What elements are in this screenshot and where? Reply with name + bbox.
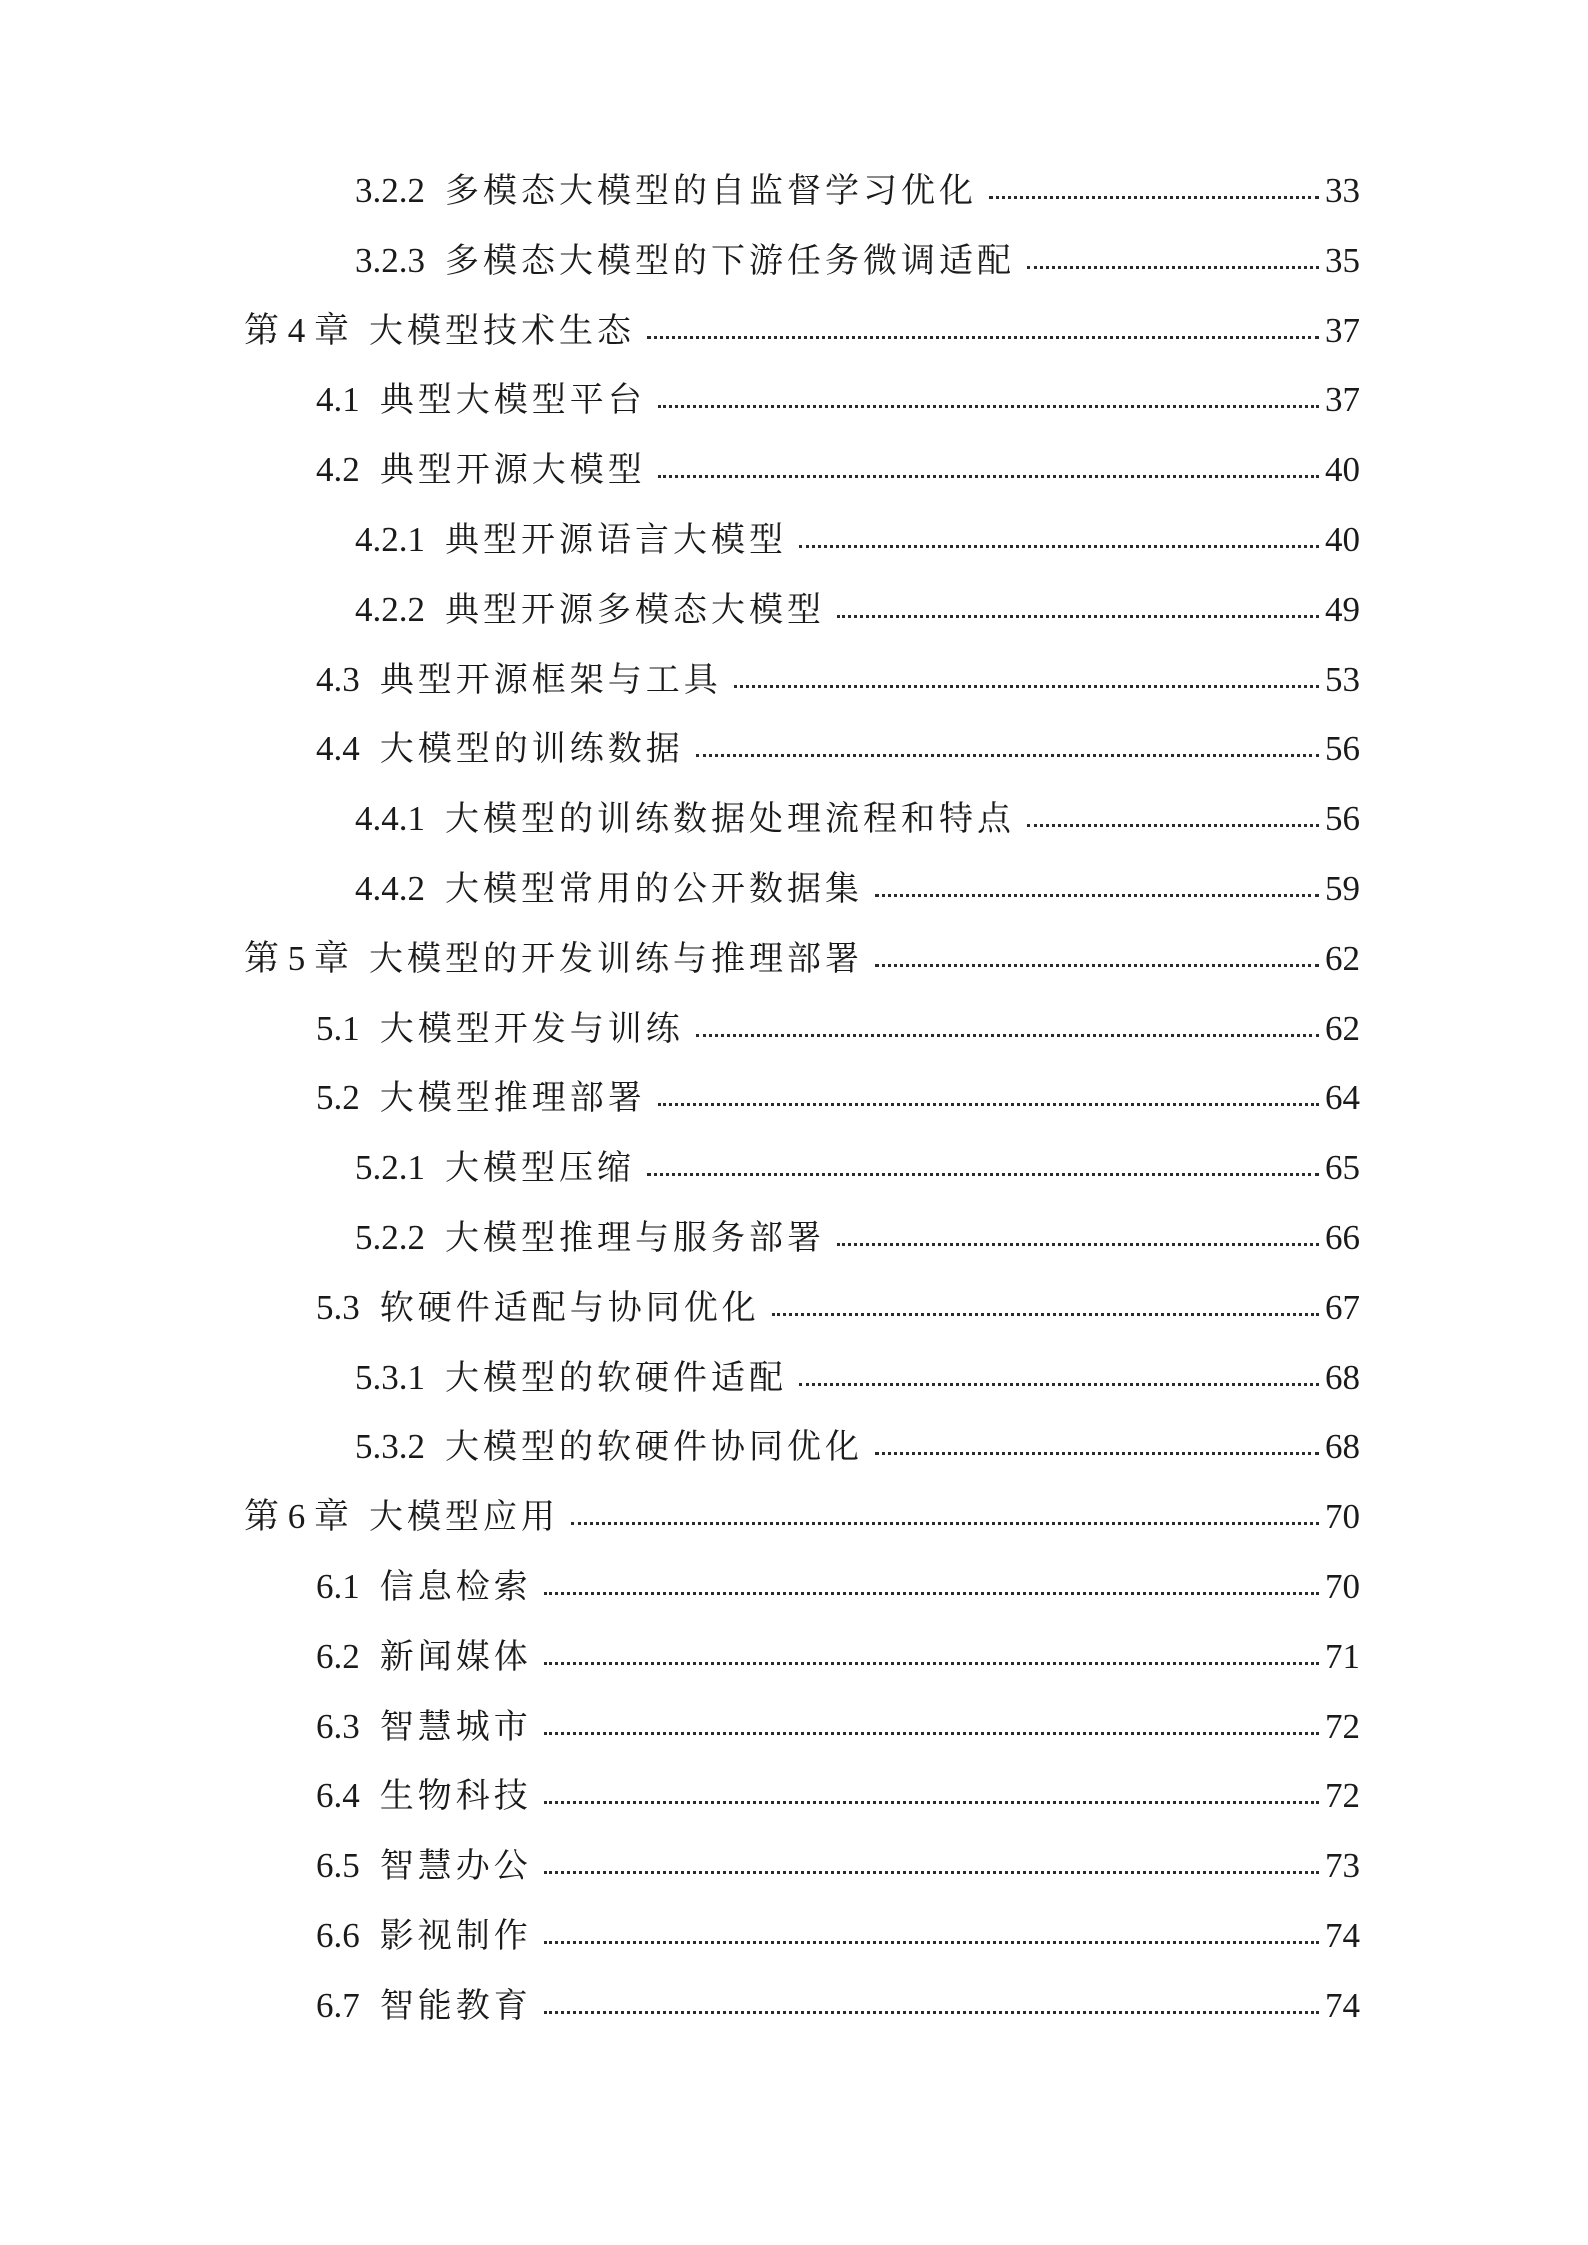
toc-entry-page-number: 70 xyxy=(1325,1567,1360,1606)
toc-entry-number: 6.6 xyxy=(316,1916,360,1955)
toc-entry-title: 典型开源语言大模型 xyxy=(445,520,787,560)
toc-entry-number: 5.3.1 xyxy=(355,1358,425,1397)
toc-section-entry[interactable] xyxy=(355,512,1360,568)
toc-entry-number: 4.2 xyxy=(316,450,360,489)
toc-entry-title: 大模型推理与服务部署 xyxy=(445,1218,825,1258)
toc-entry-number: 第 5 章 xyxy=(244,939,350,978)
toc-entry-number: 4.4.1 xyxy=(355,799,425,838)
dot-leader xyxy=(544,1801,1319,1804)
toc-entry-number: 5.3 xyxy=(316,1288,360,1327)
toc-entry-number: 3.2.3 xyxy=(355,241,425,280)
toc-entry-page-number: 68 xyxy=(1325,1358,1360,1397)
toc-entry-title: 影视制作 xyxy=(379,1916,532,1956)
toc-entry-page-number: 56 xyxy=(1325,799,1360,838)
toc-entry-title: 大模型技术生态 xyxy=(369,311,636,351)
toc-entry-title: 大模型推理部署 xyxy=(379,1078,646,1118)
toc-entry-page-number: 49 xyxy=(1325,590,1360,629)
toc-entry-title: 软硬件适配与协同优化 xyxy=(379,1288,760,1328)
toc-entry-page-number: 72 xyxy=(1325,1707,1360,1746)
dot-leader xyxy=(799,545,1319,548)
toc-section-entry[interactable] xyxy=(316,1001,1360,1057)
toc-entry-title: 大模型的软硬件适配 xyxy=(445,1358,787,1398)
toc-chapter-entry[interactable] xyxy=(244,931,1360,987)
toc-section-entry[interactable] xyxy=(355,582,1360,638)
toc-entry-page-number: 70 xyxy=(1325,1497,1360,1536)
toc-entry-title: 典型开源大模型 xyxy=(379,450,646,490)
toc-entry-title: 多模态大模型的下游任务微调适配 xyxy=(445,241,1015,281)
toc-entry-number: 6.4 xyxy=(316,1776,360,1815)
toc-entry-title: 大模型常用的公开数据集 xyxy=(445,869,863,909)
toc-section-entry[interactable] xyxy=(316,1838,1360,1894)
toc-chapter-entry[interactable] xyxy=(244,1489,1360,1545)
toc-entry-number: 6.2 xyxy=(316,1637,360,1676)
toc-entry-page-number: 35 xyxy=(1325,241,1360,280)
toc-entry-number: 3.2.2 xyxy=(355,171,425,210)
dot-leader xyxy=(1027,266,1319,269)
toc-entry-page-number: 73 xyxy=(1325,1846,1360,1885)
toc-entry-number: 4.2.1 xyxy=(355,520,425,559)
dot-leader xyxy=(544,2011,1319,2014)
dot-leader xyxy=(658,475,1319,478)
toc-entry-page-number: 59 xyxy=(1325,869,1360,908)
toc-section-entry[interactable] xyxy=(316,652,1360,708)
toc-section-entry[interactable] xyxy=(355,1350,1360,1406)
dot-leader xyxy=(1027,824,1319,827)
dot-leader xyxy=(571,1522,1319,1525)
toc-entry-title: 智能教育 xyxy=(379,1986,532,2026)
toc-section-entry[interactable] xyxy=(316,1559,1360,1615)
dot-leader xyxy=(544,1941,1319,1944)
toc-entry-page-number: 62 xyxy=(1325,939,1360,978)
toc-section-entry[interactable] xyxy=(316,721,1360,777)
dot-leader xyxy=(544,1871,1319,1874)
dot-leader xyxy=(875,894,1319,897)
toc-section-entry[interactable] xyxy=(316,1908,1360,1964)
dot-leader xyxy=(875,964,1319,967)
toc-entry-title: 智慧城市 xyxy=(379,1707,532,1747)
toc-section-entry[interactable] xyxy=(316,442,1360,498)
toc-entry-number: 5.2.1 xyxy=(355,1148,425,1187)
dot-leader xyxy=(544,1662,1319,1665)
toc-chapter-entry[interactable] xyxy=(244,303,1360,359)
toc-entry-number: 4.3 xyxy=(316,660,360,699)
toc-section-entry[interactable] xyxy=(316,372,1360,428)
dot-leader xyxy=(989,196,1319,199)
toc-entry-page-number: 37 xyxy=(1325,380,1360,419)
toc-section-entry[interactable] xyxy=(355,233,1360,289)
toc-entry-page-number: 74 xyxy=(1325,1916,1360,1955)
toc-section-entry[interactable] xyxy=(316,1280,1360,1336)
toc-entry-page-number: 56 xyxy=(1325,729,1360,768)
dot-leader xyxy=(734,685,1319,688)
toc-entry-title: 智慧办公 xyxy=(379,1846,532,1886)
dot-leader xyxy=(544,1732,1319,1735)
toc-section-entry[interactable] xyxy=(355,1140,1360,1196)
toc-entry-number: 5.3.2 xyxy=(355,1427,425,1466)
toc-entry-title: 大模型的软硬件协同优化 xyxy=(445,1427,863,1467)
dot-leader xyxy=(658,405,1319,408)
dot-leader xyxy=(837,1243,1319,1246)
toc-entry-title: 生物科技 xyxy=(379,1776,532,1816)
toc-entry-page-number: 65 xyxy=(1325,1148,1360,1187)
toc-entry-title: 典型大模型平台 xyxy=(379,380,646,420)
toc-entry-number: 5.1 xyxy=(316,1009,360,1048)
toc-entry-page-number: 37 xyxy=(1325,311,1360,350)
dot-leader xyxy=(696,1034,1319,1037)
toc-entry-page-number: 66 xyxy=(1325,1218,1360,1257)
toc-entry-title: 大模型的开发训练与推理部署 xyxy=(369,939,864,979)
toc-entry-title: 新闻媒体 xyxy=(379,1637,532,1677)
toc-entry-page-number: 40 xyxy=(1325,520,1360,559)
toc-section-entry[interactable] xyxy=(355,1419,1360,1475)
toc-entry-page-number: 53 xyxy=(1325,660,1360,699)
toc-entry-number: 4.4.2 xyxy=(355,869,425,908)
dot-leader xyxy=(647,1173,1319,1176)
toc-section-entry[interactable] xyxy=(316,1629,1360,1685)
toc-entry-page-number: 71 xyxy=(1325,1637,1360,1676)
toc-entry-number: 5.2 xyxy=(316,1078,360,1117)
toc-entry-title: 大模型的训练数据 xyxy=(379,729,684,769)
dot-leader xyxy=(875,1452,1319,1455)
dot-leader xyxy=(544,1592,1319,1595)
toc-entry-title: 典型开源多模态大模型 xyxy=(445,590,825,630)
dot-leader xyxy=(799,1383,1319,1386)
toc-entry-number: 第 6 章 xyxy=(244,1497,350,1536)
toc-entry-number: 4.1 xyxy=(316,380,360,419)
toc-entry-number: 4.2.2 xyxy=(355,590,425,629)
toc-entry-title: 典型开源框架与工具 xyxy=(379,660,722,700)
dot-leader xyxy=(658,1103,1319,1106)
toc-entry-page-number: 74 xyxy=(1325,1986,1360,2025)
toc-entry-title: 大模型的训练数据处理流程和特点 xyxy=(445,799,1015,839)
toc-entry-title: 大模型应用 xyxy=(369,1497,560,1537)
toc-entry-number: 6.1 xyxy=(316,1567,360,1606)
toc-entry-title: 信息检索 xyxy=(379,1567,532,1607)
toc-entry-page-number: 68 xyxy=(1325,1427,1360,1466)
dot-leader xyxy=(837,615,1319,618)
dot-leader xyxy=(772,1313,1319,1316)
dot-leader xyxy=(696,754,1319,757)
toc-entry-page-number: 62 xyxy=(1325,1009,1360,1048)
toc-entry-number: 6.5 xyxy=(316,1846,360,1885)
toc-entry-page-number: 40 xyxy=(1325,450,1360,489)
toc-entry-title: 大模型压缩 xyxy=(445,1148,635,1188)
toc-entry-number: 6.3 xyxy=(316,1707,360,1746)
toc-section-entry[interactable] xyxy=(316,1768,1360,1824)
toc-section-entry[interactable] xyxy=(355,163,1360,219)
toc-section-entry[interactable] xyxy=(355,791,1360,847)
toc-entry-page-number: 72 xyxy=(1325,1776,1360,1815)
toc-entry-number: 5.2.2 xyxy=(355,1218,425,1257)
toc-entry-title: 多模态大模型的自监督学习优化 xyxy=(445,171,977,211)
toc-section-entry[interactable] xyxy=(355,861,1360,917)
toc-entry-page-number: 64 xyxy=(1325,1078,1360,1117)
toc-entry-page-number: 33 xyxy=(1325,171,1360,210)
toc-entry-number: 第 4 章 xyxy=(244,311,350,350)
toc-section-entry[interactable] xyxy=(355,1210,1360,1266)
toc-entry-number: 4.4 xyxy=(316,729,360,768)
toc-entry-page-number: 67 xyxy=(1325,1288,1360,1327)
toc-entry-title: 大模型开发与训练 xyxy=(379,1009,684,1049)
dot-leader xyxy=(647,336,1319,339)
toc-section-entry[interactable] xyxy=(316,1699,1360,1755)
toc-entry-number: 6.7 xyxy=(316,1986,360,2025)
toc-section-entry[interactable] xyxy=(316,1978,1360,2034)
toc-section-entry[interactable] xyxy=(316,1070,1360,1126)
